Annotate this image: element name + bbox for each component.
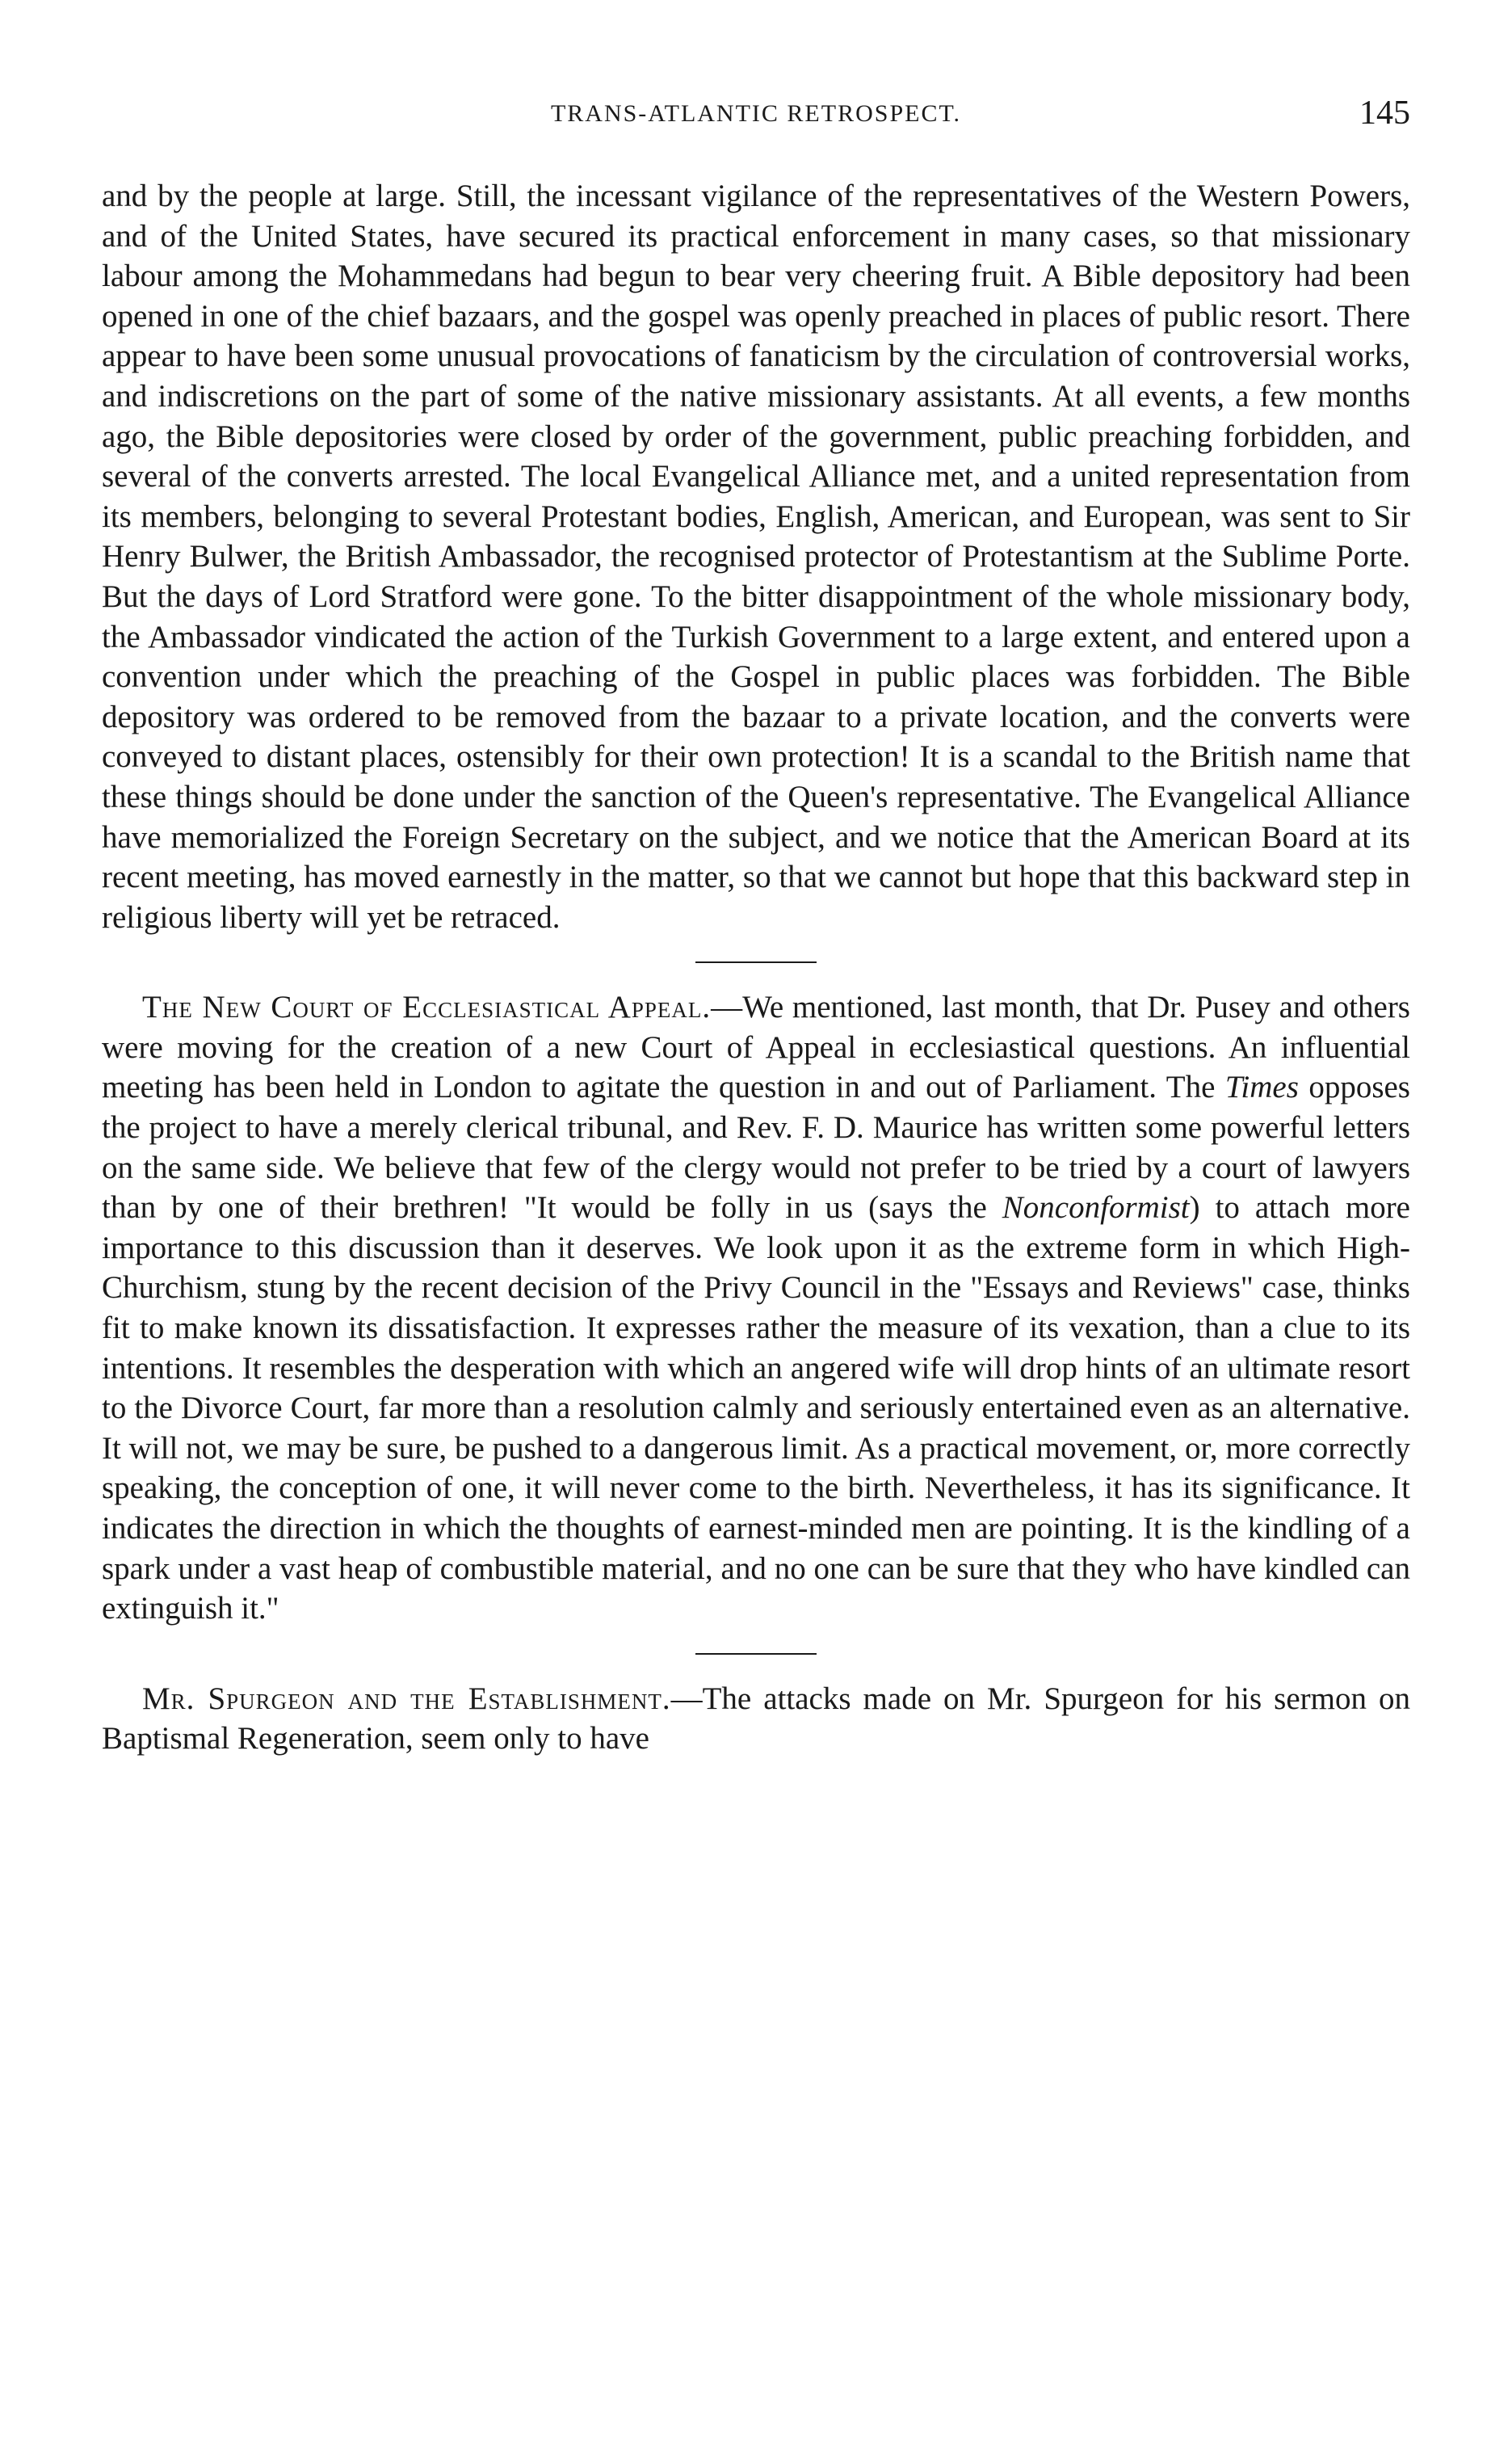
section-divider bbox=[695, 961, 817, 963]
text-segment: ) to attach more importance to this discussion than it deserves. We look upon it as the extreme form in which High-Churchism, stung by the recent decision of the Privy Council in the "Essays and Reviews" case, thinks fit to make known its dissatisfaction. It expresses rather the measure of its vexation, than a clue to its intentions. It resembles the desperation with which an angered wife will drop hints of an ultimate resort to the Divorce Court, far more than a resolution calmly and seriously entertained even as an alternative. It will not, we may be sure, be pushed to a dangerous limit. As a practical movement, or, more correctly speaking, the conception of one, it will never come to the birth. Nevertheless, it has its significance. It indicates the direction in which the thoughts of earnest-minded men are pointing. It is the kindling of a spark under a vast heap of combustible material, and no one can be sure that they who have kindled can extinguish it." bbox=[102, 1190, 1410, 1626]
running-title: TRANS-ATLANTIC RETROSPECT. bbox=[550, 100, 962, 127]
text-segment: —The attacks made on Mr. Spurgeon for his sermon on Baptismal Regeneration, seem only to have bbox=[102, 1681, 1410, 1757]
text-segment: opposes the project to have a merely clerical tribunal, and Rev. F. D. Maurice has written some powerful letters on the same side. We believe that few of the clergy would not prefer to be tried by a court of lawyers than by one of their brethren! "It would be folly in us (says the bbox=[102, 1070, 1410, 1226]
section-divider bbox=[695, 1653, 817, 1655]
section-heading-spurgeon: Mr. Spurgeon and the Establishment. bbox=[142, 1681, 671, 1716]
running-header bbox=[102, 94, 1410, 134]
text-segment: —We mentioned, last month, that Dr. Pusey and others were moving for the creation of a new Court of Appeal in ecclesiastical questions. An influential meeting has been held in London to agitate the question in and out of Parliament. The bbox=[102, 990, 1410, 1105]
page-number: 145 bbox=[1359, 95, 1410, 132]
paragraph-court-of-appeal bbox=[102, 987, 1410, 1629]
paragraph-missionary-turkey: and by the people at large. Still, the incessant vigilance of the representatives of the Western Powers, and of the United States, have secured its practical enforcement in many cases, so that missionary labour among the Mohammedans had begun to bear very cheering fruit. A Bible depository had been opened in one of the chief bazaars, and the gospel was openly preached in places of public resort. There appear to have been some unusual provocations of fanaticism by the circulation of controversial works, and indiscretions on the part of some of the native missionary assistants. At all events, a few months ago, the Bible depositories were closed by order of the government, public preaching forbidden, and several of the converts arrested. The local Evangelical Alliance met, and a united representation from its members, belonging to several Protestant bodies, English, American, and European, was sent to Sir Henry Bulwer, the British Ambassador, the recognised protector of Protestantism at the Sublime Porte. But the days of Lord Stratford were gone. To the bitter disappointment of the whole missionary body, the Ambassador vindicated the action of the Turkish Government to a large extent, and entered upon a convention under which the preaching of the Gospel in public places was forbidden. The Bible depository was ordered to be removed from the bazaar to a private location, and the converts were conveyed to distant places, ostensibly for their own protection! It is a scandal to the British name that these things should be done under the sanction of the Queen's representative. The Evangelical Alliance have memorialized the Foreign Secretary on the subject, and we notice that the American Board at its recent meeting, has moved earnestly in the matter, so that we cannot but hope that this backward step in religious liberty will yet be retraced. bbox=[102, 179, 1410, 935]
publication-title-nonconformist: Nonconformist bbox=[1002, 1190, 1190, 1226]
article-body bbox=[102, 176, 1410, 1759]
paragraph-spurgeon bbox=[102, 1679, 1410, 1759]
section-heading-court-of-appeal: The New Court of Ecclesiastical Appeal. bbox=[142, 990, 712, 1025]
publication-title-times: Times bbox=[1224, 1070, 1299, 1105]
